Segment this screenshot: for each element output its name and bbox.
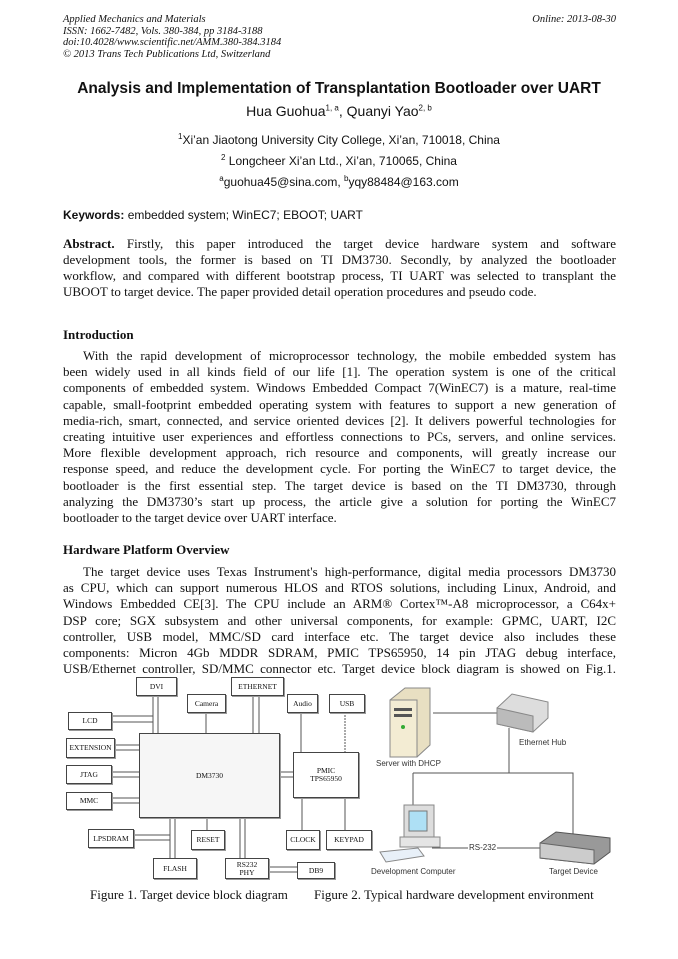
paper-title: Analysis and Implementation of Transplantation Bootloader over UART	[77, 80, 601, 97]
paragraph-line: controller, USB model, MMC/SD card interface etc. The target device also includes these	[63, 628, 616, 644]
email-a[interactable]: guohua45@sina.com,	[223, 175, 344, 189]
paragraph-line: The target device uses Texas Instrument's high-performance, digital media processors DM3730	[83, 564, 616, 579]
paragraph-line: media-rich, smart, connected, and service oriented devices [2]. It delivers powerful technologies for	[63, 412, 616, 428]
server-icon	[390, 688, 430, 757]
keywords-label: Keywords:	[63, 208, 125, 222]
block-usb: USB	[329, 694, 365, 713]
author-sep: ,	[338, 103, 347, 119]
paragraph-line: capable, small-footprint embedded operating system with features to support a new generation of	[63, 396, 616, 412]
block-dvi: DVI	[136, 677, 177, 696]
aff-sup: 2	[221, 153, 226, 162]
block-extension: EXTENSION	[66, 738, 115, 758]
paragraph-line: Windows Embedded CE[3]. The CPU include an ARM® Cortex™-A8 microprocessor, a C64x+	[63, 596, 616, 612]
paragraph-line: components of embedded system. Windows Embedded Compact 7(WinEC7) is a mature, real-time	[63, 380, 616, 396]
development-computer-icon	[380, 805, 440, 862]
abstract-text: Firstly, this paper introduced the target device hardware system and software	[114, 236, 616, 251]
email-b[interactable]: yqy88484@163.com	[348, 175, 459, 189]
author-1: Hua Guohua	[246, 103, 326, 119]
pmic-part: TPS65950	[310, 774, 342, 783]
issn: ISSN: 1662-7482, Vols. 380-384, pp 3184-3188	[63, 25, 263, 37]
section-heading: Hardware Platform Overview	[63, 542, 230, 557]
rs232-label: RS232	[236, 859, 258, 869]
ethernet-hub-icon	[497, 694, 548, 732]
block-clock: CLOCK	[286, 830, 320, 850]
online-date: Online: 2013-08-30	[532, 14, 616, 25]
block-dm3730: DM3730	[139, 733, 280, 818]
paragraph-line: analyzing the DM3730’s start up process, the article give a solution for porting the WinEC7	[63, 493, 616, 509]
figure-1-caption: Figure 1. Target device block diagram	[90, 887, 288, 902]
block-db9: DB9	[297, 862, 335, 879]
block-mmc: MMC	[66, 792, 112, 810]
label-rs232: RS-232	[469, 843, 497, 852]
label-server: Server with DHCP	[376, 759, 441, 768]
block-lcd: LCD	[68, 712, 112, 730]
paragraph-line: response speed, and reduce the development cycle. For porting the WinEC7 to target device, the	[63, 461, 616, 477]
author-2-sup: 2, b	[418, 103, 432, 113]
block-flash: FLASH	[153, 858, 197, 879]
paragraph-line: components: Micron 4Gb MDDR SDRAM, PMIC TPS65950, 14 pin JTAG debug interface,	[63, 645, 616, 660]
block-audio: Audio	[287, 694, 318, 713]
author-1-sup: 1, a	[325, 103, 339, 113]
keywords-text: embedded system; WinEC7; EBOOT; UART	[124, 208, 363, 222]
paragraph-line: development tools, the former is based on TI DM3730. Secondly, by analyzed the bootloader	[63, 252, 616, 267]
label-target-device: Target Device	[549, 867, 598, 876]
paragraph-line: as CPU, which can support numerous HLOS and RTOS solutions, including Linux, Android, and	[63, 580, 616, 596]
network-lines	[413, 713, 573, 848]
author-2: Quanyi Yao	[346, 103, 419, 119]
doi: doi:10.4028/www.scientific.net/AMM.380-384.3184	[63, 37, 282, 48]
paragraph-line: USB/Ethernet controller, SD/MMC connector etc. Target device block diagram is showed on Fig.1.	[63, 661, 616, 677]
email-sup: b	[344, 174, 349, 183]
paragraph-line: bootloader is the first essential step. The target device is based on the TI DM3730, through	[63, 477, 616, 493]
phy-label: PHY	[239, 867, 255, 877]
journal-name: Applied Mechanics and Materials	[63, 14, 206, 25]
block-ethernet: ETHERNET	[231, 677, 284, 696]
paragraph-line: creating intuitive user experiences and effortless connections to PCs, servers, and online services.	[63, 429, 616, 444]
paragraph-line: DSP core; SGX subsystem and other universal components, for example: GPMC, UART, I2C	[63, 612, 616, 628]
section-heading: Introduction	[63, 327, 134, 342]
copyright: © 2013 Trans Tech Publications Ltd, Switzerland	[63, 48, 271, 60]
pmic-label: PMIC	[316, 766, 336, 775]
block-keypad: KEYPAD	[326, 830, 372, 850]
block-lpsdram: LPSDRAM	[88, 829, 134, 848]
block-reset: RESET	[191, 830, 225, 850]
figure-2-caption: Figure 2. Typical hardware development environment	[314, 887, 594, 902]
paragraph-line: With the rapid development of microprocessor technology, the mobile embedded system has	[83, 348, 616, 363]
aff-text: Xi’an Jiaotong University City College, Xi’an, 710018, China	[182, 133, 500, 147]
paragraph-line: bootloader to the target device over UART interface.	[63, 510, 337, 525]
aff-sup: 1	[178, 132, 183, 141]
abstract-label: Abstract.	[63, 236, 115, 251]
label-dev-computer: Development Computer	[371, 867, 456, 876]
paragraph-line: UBOOT to target device. The paper provided detail operation procedures and pseudo code.	[63, 284, 537, 300]
label-hub: Ethernet Hub	[519, 738, 567, 747]
paragraph-line: been widely used in all kinds field of our life [1]. The operation system is one of the critical	[63, 364, 616, 380]
paragraph-line: More flexible development approach, rich resource and components, will greatly increase our	[63, 445, 616, 461]
email-sup: a	[219, 174, 224, 183]
target-device-icon	[540, 832, 610, 864]
paragraph-line: workflow, and compared with different bootstrap process, TI UART was selected to transplant the	[63, 268, 616, 284]
aff-text: Longcheer Xi’an Ltd., Xi’an, 710065, China	[225, 154, 457, 168]
block-jtag: JTAG	[66, 765, 112, 784]
block-camera: Camera	[187, 694, 226, 713]
